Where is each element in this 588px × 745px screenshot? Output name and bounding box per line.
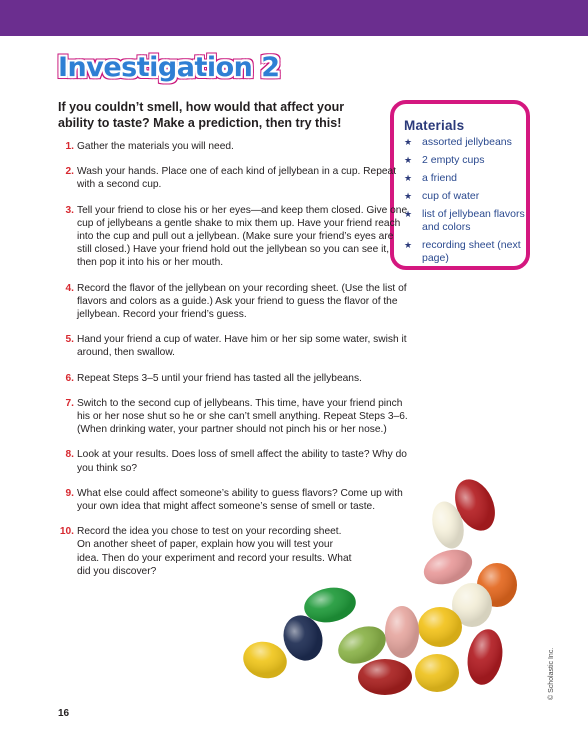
step-7: 7. Switch to the second cup of jellybeans. This time, have your friend pinch his or her nose shut so he or she can’t smell anything. Repeat Steps 3–6. (When drinking water, your partner should not pinch his or her nose.) xyxy=(65,397,408,436)
materials-item: ★ a friend xyxy=(404,172,458,184)
materials-item: ★ assorted jellybeans xyxy=(404,136,512,148)
materials-item: ★ cup of water xyxy=(404,190,480,202)
star-icon: ★ xyxy=(404,240,413,250)
materials-item: ★ list of jellybean flavors and colors xyxy=(404,208,525,233)
jellybean-yellow xyxy=(418,607,462,647)
step-6: 6. Repeat Steps 3–5 until your friend has tasted all the jellybeans. xyxy=(65,372,362,384)
step-10: 10. Record the idea you chose to test on your recording sheet. On another sheet of paper, explain how you will test your idea. Then do your experiment and record your results. What did you discover? xyxy=(59,526,352,577)
jellybean-speckled xyxy=(385,606,419,658)
star-icon: ★ xyxy=(404,191,413,201)
star-icon: ★ xyxy=(404,209,413,219)
step-1: 1. Gather the materials you will need. xyxy=(65,141,234,152)
top-banner xyxy=(0,0,588,36)
star-icon: ★ xyxy=(404,173,413,183)
materials-item: ★ 2 empty cups xyxy=(404,154,485,166)
step-9: 9. What else could affect someone’s ability to guess flavors? Come up with your own idea that might affect someone’s sense of smell or taste. xyxy=(65,487,403,513)
jellybean-red-2 xyxy=(358,659,412,695)
step-2: 2. Wash your hands. Place one of each kind of jellybean in a cup. Repeat with a second cup. xyxy=(65,166,397,191)
copyright-notice: © Scholastic Inc. xyxy=(548,647,555,700)
materials-list xyxy=(404,136,528,270)
star-icon: ★ xyxy=(404,137,413,147)
jellybeans-photo xyxy=(235,470,525,705)
star-icon: ★ xyxy=(404,155,413,165)
step-4: 4. Record the flavor of the jellybean on your recording sheet. (Use the list of flavors and colors as a guide.) Ask your friend to guess the flavor of the jellybean. Record your friend’s guess. xyxy=(65,282,407,321)
intro-question: If you couldn’t smell, how would that affect your ability to taste? Make a prediction, then try this! xyxy=(58,100,345,130)
materials-box xyxy=(390,100,530,270)
jellybean-yellow-2 xyxy=(239,637,291,683)
jellybean-yellow-3 xyxy=(415,654,459,692)
step-3: 3. Tell your friend to close his or her eyes—and keep them closed. Give one cup of jellybeans a gentle shake to mix them up. Have your friend reach into the cup and pull out a jellybean. (Make sure your friend’s eyes are still closed.) Have your friend hold out the jellybean so you can see it, then pop it into his or her mouth. xyxy=(65,204,408,269)
step-5: 5. Hand your friend a cup of water. Have him or her sip some water, swish it around, then swallow. xyxy=(65,334,407,359)
step-8: 8. Look at your results. Does loss of smell affect the ability to taste? Why do you think so? xyxy=(65,449,407,474)
jellybean-red-3 xyxy=(463,626,506,687)
materials-item: ★ recording sheet (next page) xyxy=(404,239,521,264)
page-number: 16 xyxy=(58,708,70,719)
page-title: Investigation 2 xyxy=(58,52,280,83)
materials-heading: Materials xyxy=(404,118,465,133)
